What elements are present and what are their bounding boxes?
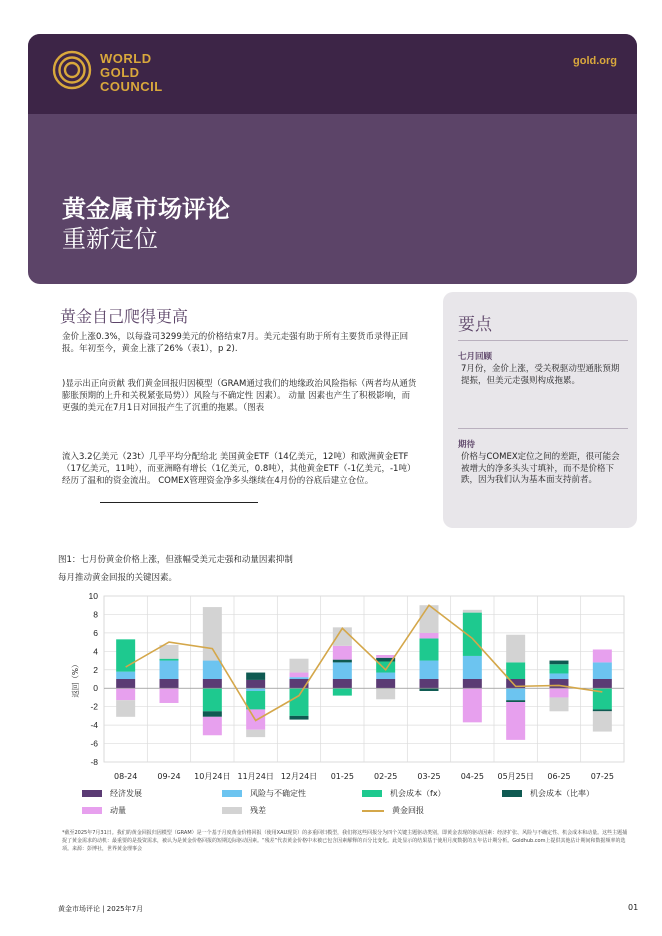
x-tick-label: 10月24日: [194, 772, 231, 781]
bar-segment: [593, 662, 612, 679]
y-tick-label: -2: [90, 701, 98, 712]
legend-item: [362, 788, 446, 799]
legend-label: 风险与不确定性: [250, 789, 306, 798]
bar-segment: [290, 688, 309, 716]
bar-segment: [420, 688, 439, 691]
bar-segment: [593, 711, 612, 731]
legend-swatch: [362, 790, 382, 797]
bar-segment: [333, 627, 352, 645]
bar-segment: [246, 673, 265, 680]
bar-segment: [376, 688, 395, 699]
legend-item: [82, 788, 142, 799]
legend-item: [222, 788, 306, 799]
report-title: 黄金属市场评论: [62, 195, 230, 223]
bar-segment: [116, 688, 135, 700]
bar-segment: [203, 717, 222, 735]
bar-segment: [160, 659, 179, 661]
bar-segment: [203, 661, 222, 679]
logo-wordmark: WORLD GOLD COUNCIL: [100, 51, 163, 94]
bar-segment: [160, 688, 179, 703]
bar-segment: [246, 688, 265, 691]
x-tick-label: 02-25: [374, 772, 398, 781]
bar-segment: [203, 688, 222, 711]
y-tick-label: 2: [93, 664, 98, 675]
bar-segment: [290, 673, 309, 678]
legend-swatch: [502, 790, 522, 797]
bar-segment: [160, 661, 179, 679]
y-tick-label: 6: [93, 627, 98, 638]
x-tick-label: 11月24日: [237, 772, 274, 781]
x-tick-label: 08-24: [114, 772, 138, 781]
bar-segment: [376, 673, 395, 679]
x-tick-label: 06-25: [547, 772, 571, 781]
bar-segment: [506, 635, 525, 663]
bar-segment: [290, 659, 309, 673]
legend-swatch: [82, 807, 102, 814]
footer-publication: 黄金市场评论 | 2025年7月: [58, 905, 144, 913]
bar-segment: [593, 709, 612, 711]
sidebar-divider: [458, 428, 628, 429]
bar-segment: [203, 607, 222, 660]
bar-segment: [420, 661, 439, 679]
figure-subtitle: 每月推动黄金回报的关键因素。: [58, 573, 178, 583]
bar-segment: [463, 610, 482, 613]
bar-segment: [376, 655, 395, 658]
page-number: 01: [628, 903, 639, 912]
legend-label: 机会成本（fx）: [390, 789, 446, 798]
legend-label: 动量: [110, 806, 126, 815]
bar-segment: [463, 688, 482, 722]
paragraph-2: )显示出正向贡献 我们黄金回报归因模型（GRAM通过我们的地缘政治风险指标（两者均从通货膨胀预期的上升和关税紧张局势））风险与不确定性 因素）。 动量 因素也产生了积极影响，而更强的美元在7月1日对回报产生了沉重的拖累。（图表: [62, 379, 417, 413]
sidebar-title: 要点: [458, 315, 492, 335]
y-tick-label: 0: [93, 683, 98, 694]
bar-segment: [420, 638, 439, 660]
report-subtitle: 重新定位: [62, 225, 158, 253]
bar-segment: [506, 700, 525, 702]
sidebar-heading-review: 七月回顾: [458, 352, 493, 362]
bar-segment: [290, 677, 309, 679]
legend-label: 经济发展: [110, 789, 142, 798]
bar-segment: [550, 688, 569, 697]
bar-segment: [290, 679, 309, 688]
bar-segment: [593, 649, 612, 662]
legend-label: 残差: [250, 806, 266, 815]
bar-segment: [376, 679, 395, 688]
bar-segment: [333, 688, 352, 695]
bar-segment: [593, 679, 612, 688]
text-rule: [100, 502, 258, 503]
bar-segment: [160, 679, 179, 688]
y-tick-label: 8: [93, 609, 98, 620]
site-link[interactable]: gold.org: [573, 55, 617, 67]
figure-footnote: *截至2025年7月31日。我们的黄金回报归因模型（GRAM）是一个基于月度黄金价格回报（使用XAU现货）的多重回归模型，我们将这些回报分为四个关键主题驱动类别，即黄金表现的驱动因素：经济扩张、风险与不确定性、机会成本和动量。这些主题捕捉了黄金需求的动机：最重要的是投资需求，被认为是黄金价格回报的短期边际驱动因素。“残差”代表黄金价格中未被已包含因素解释的百分比变化。此处显示的结果基于使用月度数据的五年估计期分析。Goldhub.com上提供其他估计期间和数据频率的选项。来源：彭博社，世界黄金理事会: [62, 830, 628, 852]
bar-segment: [246, 691, 265, 709]
legend-item: [362, 805, 424, 816]
legend-swatch: [82, 790, 102, 797]
bar-segment: [246, 730, 265, 737]
bar-segment: [203, 711, 222, 717]
x-tick-label: 09-24: [157, 772, 181, 781]
bar-segment: [506, 662, 525, 679]
chart-legend: [82, 788, 642, 820]
world-gold-council-logo: [52, 50, 92, 90]
bar-segment: [160, 645, 179, 659]
x-tick-label: 05月25日: [497, 772, 534, 781]
x-tick-label: 12月24日: [280, 772, 318, 781]
bar-segment: [203, 679, 222, 688]
y-tick-label: -8: [90, 757, 98, 767]
y-tick-label: 4: [93, 646, 98, 657]
y-tick-label: 10: [88, 591, 98, 601]
sidebar-text-review: 7月份，金价上涨，受关税驱动型通胀预期提振，但美元走强则构成拖累。: [461, 364, 620, 386]
bar-segment: [463, 679, 482, 688]
bar-segment: [506, 702, 525, 740]
bar-segment: [550, 697, 569, 711]
sidebar-text-outlook: 价格与COMEX定位之间的差距，很可能会被增大的净多头头寸填补，而不是价格下跌，因为我们认为基本面支持前者。: [461, 452, 620, 485]
sidebar-heading-outlook: 期待: [458, 440, 476, 450]
key-points-sidebar: [443, 292, 637, 528]
paragraph-1: 金价上涨0.3%，以每盎司3299美元的价格结束7月。美元走强有助于所有主要货币录得正回报。年初至今，黄金上涨了26%（表1），p 2).: [62, 332, 409, 354]
bar-segment: [116, 679, 135, 688]
legend-item: [82, 805, 126, 816]
x-tick-label: 04-25: [460, 772, 484, 781]
legend-label: 机会成本（比率）: [530, 789, 594, 798]
legend-label: 黄金回报: [392, 806, 424, 815]
bar-segment: [550, 664, 569, 673]
bar-segment: [116, 672, 135, 679]
y-axis-label: 返回（%）: [71, 660, 80, 698]
report-header: [28, 34, 637, 284]
x-tick-label: 01-25: [330, 772, 354, 781]
bar-segment: [333, 679, 352, 688]
bar-segment: [550, 661, 569, 665]
bar-segment: [420, 679, 439, 688]
bar-segment: [463, 656, 482, 679]
legend-swatch: [222, 807, 242, 814]
paragraph-3: 流入3.2亿美元（23t）几乎平均分配给北 美国黄金ETF（14亿美元，12吨）和欧洲黄金ETF（17亿美元，11吨），而亚洲略有增长（1亿美元，0.8吨），其他黄金ETF（-1亿美元，-1吨）经历了温和的资金流出。 COMEX管理资金净多头继续在4月份的谷底后建立仓位。: [62, 452, 416, 486]
bar-segment: [333, 662, 352, 679]
header-band: [28, 34, 637, 114]
bar-segment: [290, 716, 309, 720]
sidebar-divider: [458, 340, 628, 341]
figure-title: 图1：七月份黄金价格上涨，但涨幅受美元走强和动量因素抑制: [58, 555, 293, 565]
section-title: 黄金自己爬得更高: [60, 307, 189, 326]
x-tick-label: 03-25: [417, 772, 441, 781]
bar-segment: [333, 646, 352, 660]
x-tick-label: 07-25: [590, 772, 614, 781]
legend-swatch: [362, 810, 384, 812]
bar-segment: [506, 688, 525, 700]
bar-segment: [246, 680, 265, 688]
gold-return-attribution-chart: [54, 586, 634, 786]
bar-segment: [333, 660, 352, 663]
bar-segment: [550, 673, 569, 679]
legend-item: [502, 788, 594, 799]
bar-segment: [116, 700, 135, 717]
y-tick-label: -4: [90, 720, 98, 731]
legend-item: [222, 805, 266, 816]
y-tick-label: -6: [90, 738, 98, 749]
legend-swatch: [222, 790, 242, 797]
bar-segment: [420, 633, 439, 639]
